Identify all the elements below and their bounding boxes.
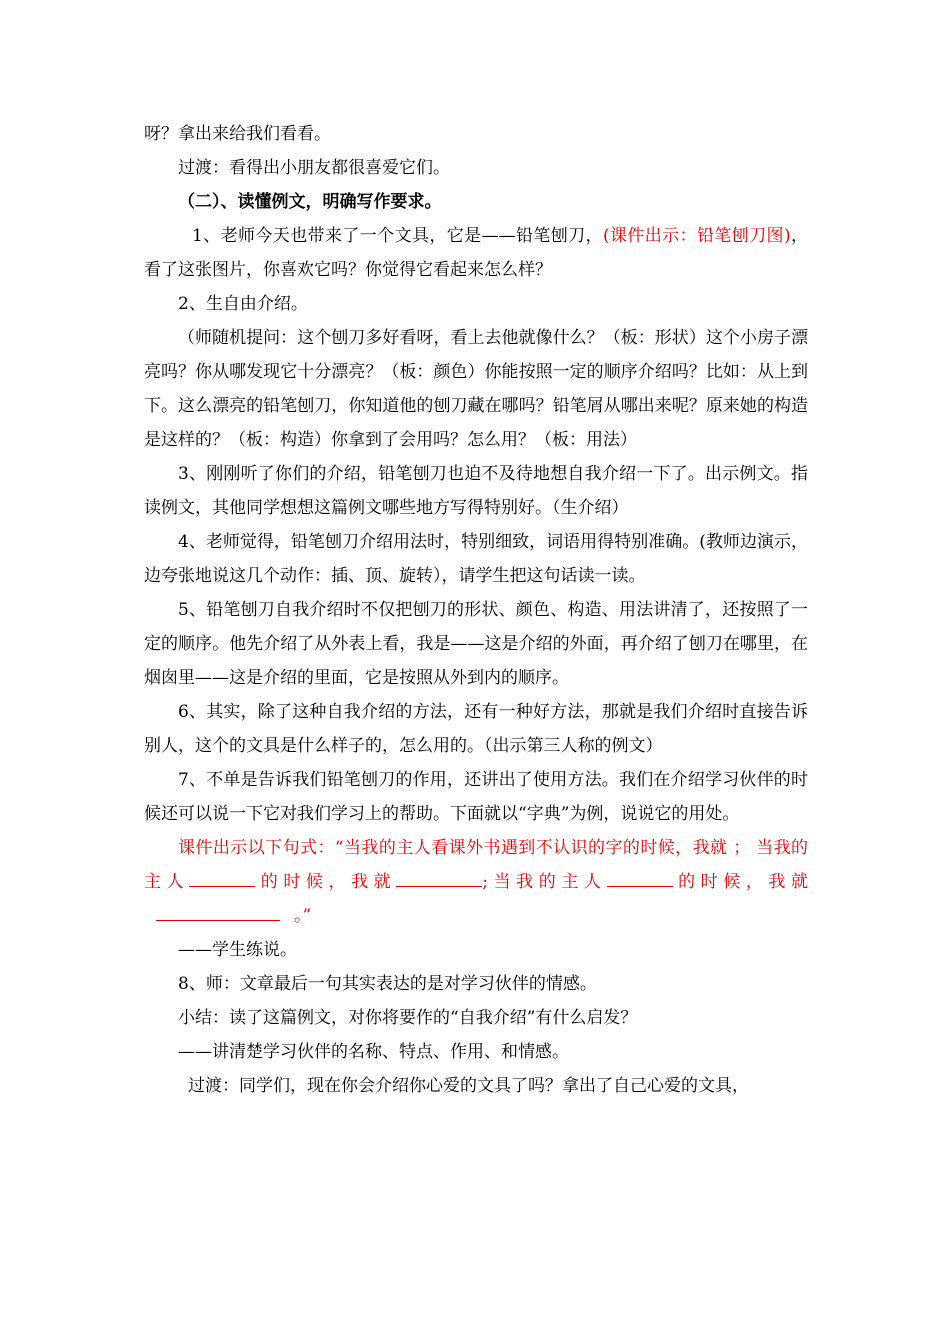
item-1: [144, 219, 808, 287]
teacher-questions: （师随机提问：这个刨刀多好看呀，看上去他就像什么？（板：形状）这个小房子漂亮吗？你从哪发现它十分漂亮？（板：颜色）你能按照一定的顺序介绍吗？比如：从上到下。这么漂亮的铅笔刨刀，你知道他的刨刀藏在哪吗？铅笔屑从哪出来呢？原来她的构造是这样的？（板：构造）你拿到了会用吗？怎么用？（板：用法）: [144, 328, 808, 450]
sentence-pattern: [144, 831, 808, 933]
sentence-pattern-e: 。”: [294, 906, 312, 926]
fill-blank-3[interactable]: [607, 866, 673, 887]
fill-blank-1[interactable]: [189, 866, 255, 887]
fill-blank-4[interactable]: [156, 900, 280, 921]
summary: 小结：读了这篇例文，对你将要作的“自我介绍”有什么启发？: [178, 1008, 638, 1028]
item-7: 7、不单是告诉我们铅笔刨刀的作用，还讲出了使用方法。我们在介绍学习伙伴的时候还可以说一下它对我们学习上的帮助。下面就以“字典”为例，说说它的用处。: [144, 770, 808, 824]
item-5: 5、铅笔刨刀自我介绍时不仅把刨刀的形状、颜色、构造、用法讲清了，还按照了一定的顺序。他先介绍了从外表上看，我是——这是介绍的外面，再介绍了刨刀在哪里，在烟囱里——这是介绍的里面，它是按照从外到内的顺序。: [144, 600, 808, 688]
item-2: 2、生自由介绍。: [178, 294, 308, 314]
sentence-pattern-b: 的时候，我就: [255, 872, 397, 892]
item-6: 6、其实，除了这种自我介绍的方法，还有一种好方法，那就是我们介绍时直接告诉别人，这个的文具是什么样子的，怎么用的。（出示第三人称的例文）: [144, 702, 808, 756]
student-practice: ——学生练说。: [178, 940, 297, 960]
continued-line: 呀？拿出来给我们看看。: [144, 124, 331, 144]
sentence-pattern-c: ;当我的主人: [482, 872, 607, 892]
transition-1: 过渡：看得出小朋友都很喜爱它们。: [178, 158, 450, 178]
item-1-courseware-note: (课件出示：铅笔刨刀图): [602, 226, 791, 246]
item-1-text-b: ，看了这张图片，你喜欢它吗？你觉得它看起来怎么样？: [144, 226, 808, 280]
summary-answer: ——讲清楚学习伙伴的名称、特点、作用、和情感。: [178, 1042, 569, 1062]
transition-2: 过渡：同学们，现在你会介绍你心爱的文具了吗？拿出了自己心爱的文具，: [188, 1076, 749, 1096]
sentence-pattern-d: 的时候，我就: [672, 872, 809, 892]
item-4: 4、老师觉得，铅笔刨刀介绍用法时，特别细致，词语用得特别准确。(教师边演示，边夸张地说这几个动作：插、顶、旋转），请学生把这句话读一读。: [144, 532, 808, 586]
section-title: （二）、读懂例文，明确写作要求。: [178, 192, 442, 212]
item-3: 3、刚刚听了你们的介绍，铅笔刨刀也迫不及待地想自我介绍一下了。出示例文。指读例文，其他同学想想这篇例文哪些地方写得特别好。（生介绍）: [144, 464, 808, 518]
item-8: 8、师：文章最后一句其实表达的是对学习伙伴的情感。: [178, 974, 597, 994]
item-1-text-a: 1、老师今天也带来了一个文具，它是——铅笔刨刀，: [192, 226, 603, 246]
fill-blank-2[interactable]: [396, 866, 482, 887]
document-body: [144, 117, 808, 1103]
sentence-pattern-a: 课件出示以下句式：“当我的主人看课外书遇到不认识的字的时候，我就 ； 当我的主人: [144, 838, 808, 892]
